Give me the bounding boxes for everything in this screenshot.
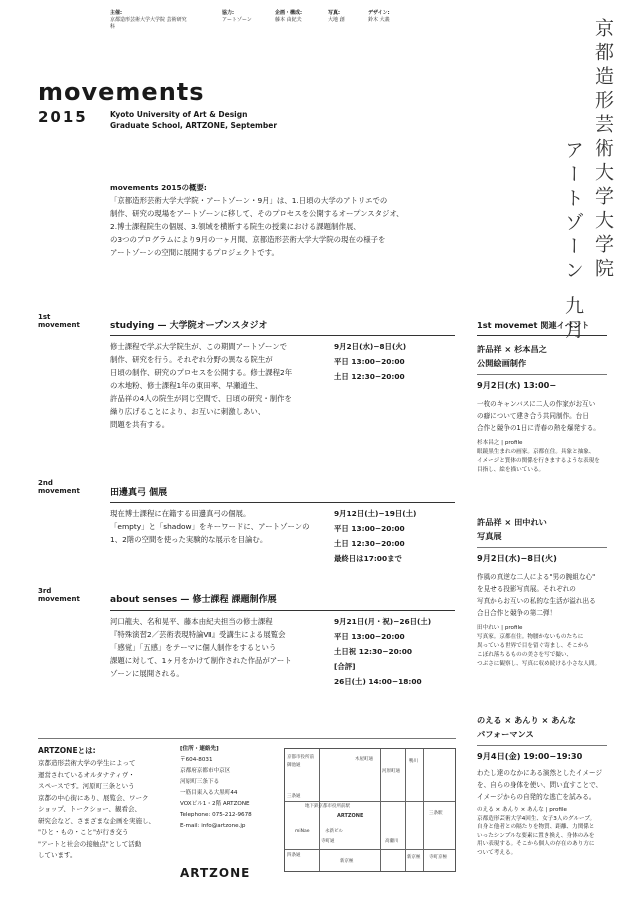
map-street — [380, 749, 381, 871]
movement-3-title: about senses — 修士課程 課題制作展 — [110, 595, 277, 605]
movement-3-label: 3rd movement — [38, 587, 80, 603]
divider — [477, 547, 607, 548]
map-street — [319, 749, 320, 871]
map-label: 寺町通 — [321, 839, 335, 844]
artzone-about: ARTZONEとは: 京都造形芸術大学の学生によって 運営されているオルタナティヴ・ スペースです。河原町三条という 京都の中心街にあり、展覧会、ワーク ショップ、トークショー、観看会、 研究会など、さまざまな企画を実施し、 "ひと・もの・こと"が行き交う "アートと社会の接触点"として活動 しています。 — [38, 746, 155, 859]
movement-3-schedule: 9月21日(月・祝)−26日(土) 平日 13:00−20:00 土日祝 12:30−20:00 [合評] 26日(土) 14:00−18:00 — [334, 617, 432, 686]
artzone-address: [住所・連絡先] 〒604-8031 京都府京都市中京区 河原町三条下る 一筋目東入る大黒町44 VOXビル1・2階 ARTZONE Telephone: 075-212-9678 E-mail: info@artzone.jp — [180, 746, 252, 829]
map-label: 三条駅 — [429, 811, 443, 816]
map-street — [285, 849, 455, 850]
movement-2-schedule: 9月12日(土)−19日(土) 平日 13:00−20:00 土日 12:30−20:00 最終日は17:00まで — [334, 509, 417, 563]
movement-1-title: studying — 大学院オープンスタジオ — [110, 321, 268, 331]
movement-1-schedule: 9月2日(水)−8日(火) 平日 13:00−20:00 土日 12:30−20:00 — [334, 342, 407, 381]
movement-2-label: 2nd movement — [38, 479, 80, 495]
movement-2-desc: 現在博士課程に在籍する田邊真弓の個展。 「empty」と「shadow」をキーワードに、アートゾーンの 1、2階の空間を使った実験的な展示を目論む。 — [110, 509, 310, 544]
overview: movements 2015の概要: 「京都造形芸術大学大学院・アートゾーン・9月」は、1.日頃の大学のアトリエでの 制作、研究の現場をアートゾーンに移して、そのプロセスを公開するオープンスタジオ、 2.博士課程院生の個展、3.領域を横断する院生の授業における課題制作展、 の3つのプログラムにより9月の一ヶ月間、京都造形芸術大学大学院の現在の様子を アートゾーンの空間に展開するプロジェクトです。 — [110, 183, 404, 257]
event-2: 許品祥 × 田中れい 写真展 9月2日(水)−8日(火) 作風の真逆な二人による"男の腕組な心" を見せる投影写真展。それぞれの 写真からお互いの私的な生活が溢れ出る 合日合作と競争の第二弾！ 田中れい | profile 写真家。京都在住。物腰かないものたちに 異っている世界で目を留ぐ寄まし、そこから こぼれ落ちるものの美さを写で撮い、 つぶさに観察し、写真に収め続ける小さな人間。 — [477, 515, 612, 669]
map-label: 御池通 — [287, 763, 301, 768]
divider — [477, 374, 607, 375]
movement-2-title: 田邊真弓 個展 — [110, 488, 168, 498]
movements-logo: movements — [38, 78, 205, 106]
vertical-title-line1: 京都造形芸術大学大学院 — [592, 18, 614, 282]
map-label: 高瀬川 — [385, 839, 399, 844]
map-label: 新京極 — [407, 855, 421, 860]
map-label: 鴨川 — [409, 759, 418, 764]
credit-design: デザイン: 鈴木 大義 — [368, 10, 390, 23]
events-header: 1st movemet 関連イベント — [477, 320, 590, 330]
map-label: miNae — [295, 829, 310, 834]
map-label: 京都市役所前 — [287, 755, 314, 760]
map-label: 木屋町通 — [355, 757, 373, 762]
map-label: 寺町京極 — [429, 855, 447, 860]
movement-1-desc: 修士課程で学ぶ大学院生が、この期間アートゾーンで 制作、研究を行う。それぞれ分野の異なる院生が 日頃の制作、研究のプロセスを公開する。修士課程2年 の木地粉、修士課程1年の東田率、早瀬道生、 許品祥の4人の院生が同じ空間で、日頃の研究・制作を 繰り広げることにより、お互いに刺激しあい、 問題を共有する。 — [110, 342, 293, 429]
map-artzone-marker: ARTZONE — [337, 813, 364, 819]
logo-year: 2015 — [38, 108, 88, 126]
event-3: のえる × あんり × あんな パフォーマンス 9月4日(金) 19:00−19:30 わたし達のなかにある演然としたイメージ を、自らの身体を使い、問い直すことで、 イメージからの自発的な逃亡を試みる。 のえる × あんり × あんな | profile 京都造形芸術大学4回生、女子3人のグループ。 自身と他者との隔たりを物質、距離、力関係と いったシンプルな要素に置き換え、身体のみを 用い表現する。そこから個人の存在のあり方に ついて考える。 — [477, 713, 612, 857]
map-label: 三条通 — [287, 794, 301, 799]
credit-cooperation: 協力: アートゾーン — [222, 10, 252, 23]
logo-subtitle: Kyoto University of Art & Design Graduate School, ARTZONE, September — [110, 110, 278, 130]
divider — [110, 335, 455, 336]
credit-photo: 写真: 大地 創 — [328, 10, 345, 23]
credit-host: 主催: 京都造形芸術大学大学院 芸術研究科 — [110, 10, 187, 30]
map-label: 新京極 — [340, 859, 354, 864]
map-street — [285, 801, 455, 802]
map-label: 河原町通 — [382, 769, 400, 774]
credit-planning: 企画・構成: 藤本 由紀夫 — [275, 10, 303, 23]
map-street — [423, 749, 424, 871]
divider — [110, 502, 455, 503]
divider — [477, 335, 607, 336]
map-label: 四条通 — [287, 853, 301, 858]
divider — [477, 745, 607, 746]
movement-3-desc: 河口龍夫、名和晃平、藤本由紀夫担当の修士課程 『特殊演習2／芸術表現特論Ⅶ』受講生による展覧会 「感覚」「五感」をテーマに個人制作をするという 課題に対して、1ヶ月をかけて制作された作品がアート ゾーンに展開される。 — [110, 617, 292, 678]
divider — [110, 610, 455, 611]
map-label: 永新ビル — [325, 829, 343, 834]
map-street — [405, 749, 406, 871]
access-map — [284, 748, 456, 872]
map-label: 地下鉄京都市役所前駅 — [305, 804, 350, 809]
event-1: 許品祥 × 杉本昌之 公開絵画制作 9月2日(水) 13:00− 一枚のキャンバスに二人の作家がお互い の癖について建き合う共同制作。台日 合作と競争の1日に青春の熱を爆発する。 杉本昌之 | profile 眼鏡黒生まれの画家。京都在住。具象と抽象、 イメージと質体の関係を行きまするような表現を 目指し、絵を描いている。 — [477, 342, 612, 475]
divider — [38, 738, 456, 739]
movement-1-label: 1st movement — [38, 313, 80, 329]
vertical-title-line2: アートゾーン 九月 — [562, 140, 584, 344]
artzone-logo: ARTZONE — [180, 866, 251, 880]
